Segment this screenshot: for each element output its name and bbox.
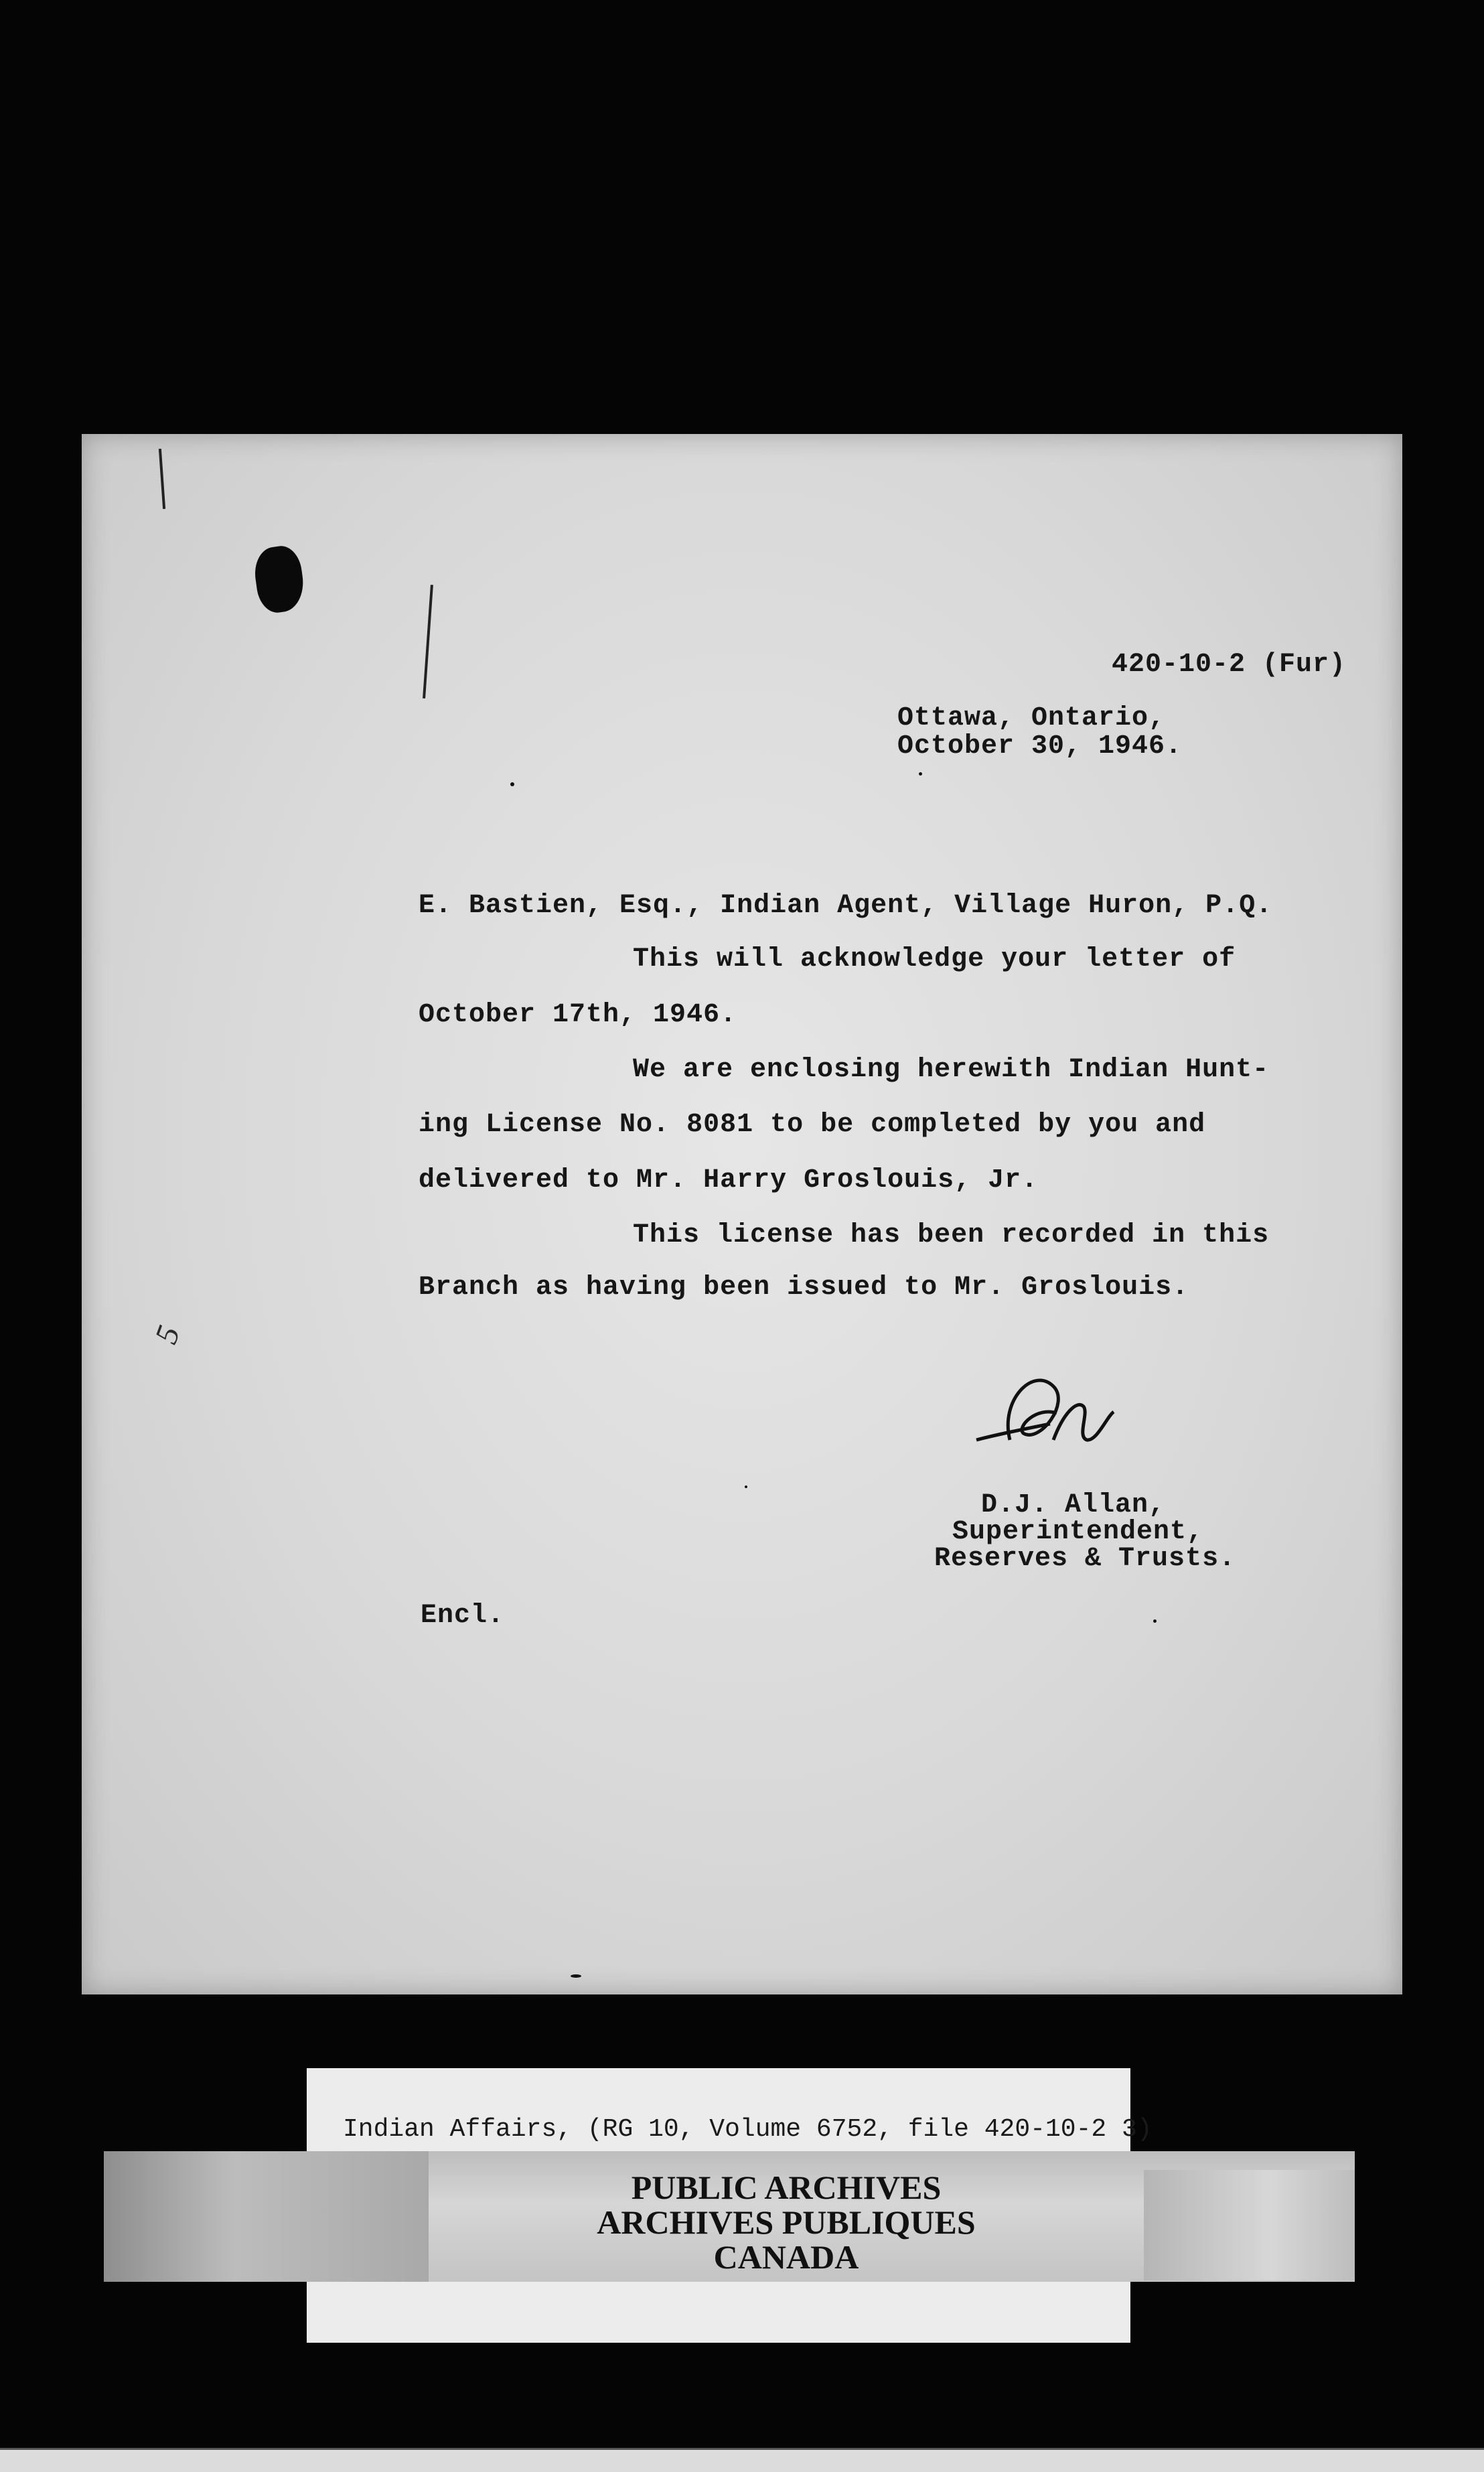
file-reference: 420-10-2 (Fur) [1112, 650, 1347, 680]
body-line: We are enclosing herewith Indian Hunt- [633, 1055, 1270, 1085]
margin-scratch [423, 585, 433, 699]
stamp-line: ARCHIVES PUBLIQUES [597, 2203, 976, 2241]
ink-blot [252, 544, 307, 615]
film-edge [0, 2448, 1484, 2472]
body-line: This will acknowledge your letter of [633, 944, 1236, 974]
letter-place: Ottawa, Ontario, [897, 703, 1166, 733]
stamp-band-left [104, 2151, 429, 2282]
body-line: ing License No. 8081 to be completed by you and [419, 1110, 1206, 1140]
stamp-line: PUBLIC ARCHIVES [631, 2169, 942, 2206]
stamp-line: CANADA [713, 2238, 859, 2276]
margin-mark: 5 [148, 1320, 188, 1349]
margin-scratch [159, 449, 165, 509]
handwritten-signature [970, 1360, 1130, 1473]
letter-date: October 30, 1946. [897, 731, 1183, 761]
signatory-name: D.J. Allan, [981, 1490, 1166, 1520]
archive-stamp [429, 2170, 1144, 2274]
signatory-division: Reserves & Trusts. [934, 1544, 1236, 1574]
body-line: Branch as having been issued to Mr. Groslouis. [419, 1273, 1189, 1303]
archive-reference: Indian Affairs, (RG 10, Volume 6752, file 420-10-2 3) [343, 2115, 1153, 2144]
body-line: October 17th, 1946. [419, 1000, 737, 1030]
enclosure-note: Encl. [421, 1601, 505, 1631]
body-line: This license has been recorded in this [633, 1220, 1270, 1250]
body-line: delivered to Mr. Harry Groslouis, Jr. [419, 1165, 1039, 1195]
signatory-title: Superintendent, [952, 1517, 1204, 1547]
addressee-line: E. Bastien, Esq., Indian Agent, Village Huron, P.Q. [419, 891, 1273, 921]
stamp-band-right [1144, 2170, 1355, 2280]
